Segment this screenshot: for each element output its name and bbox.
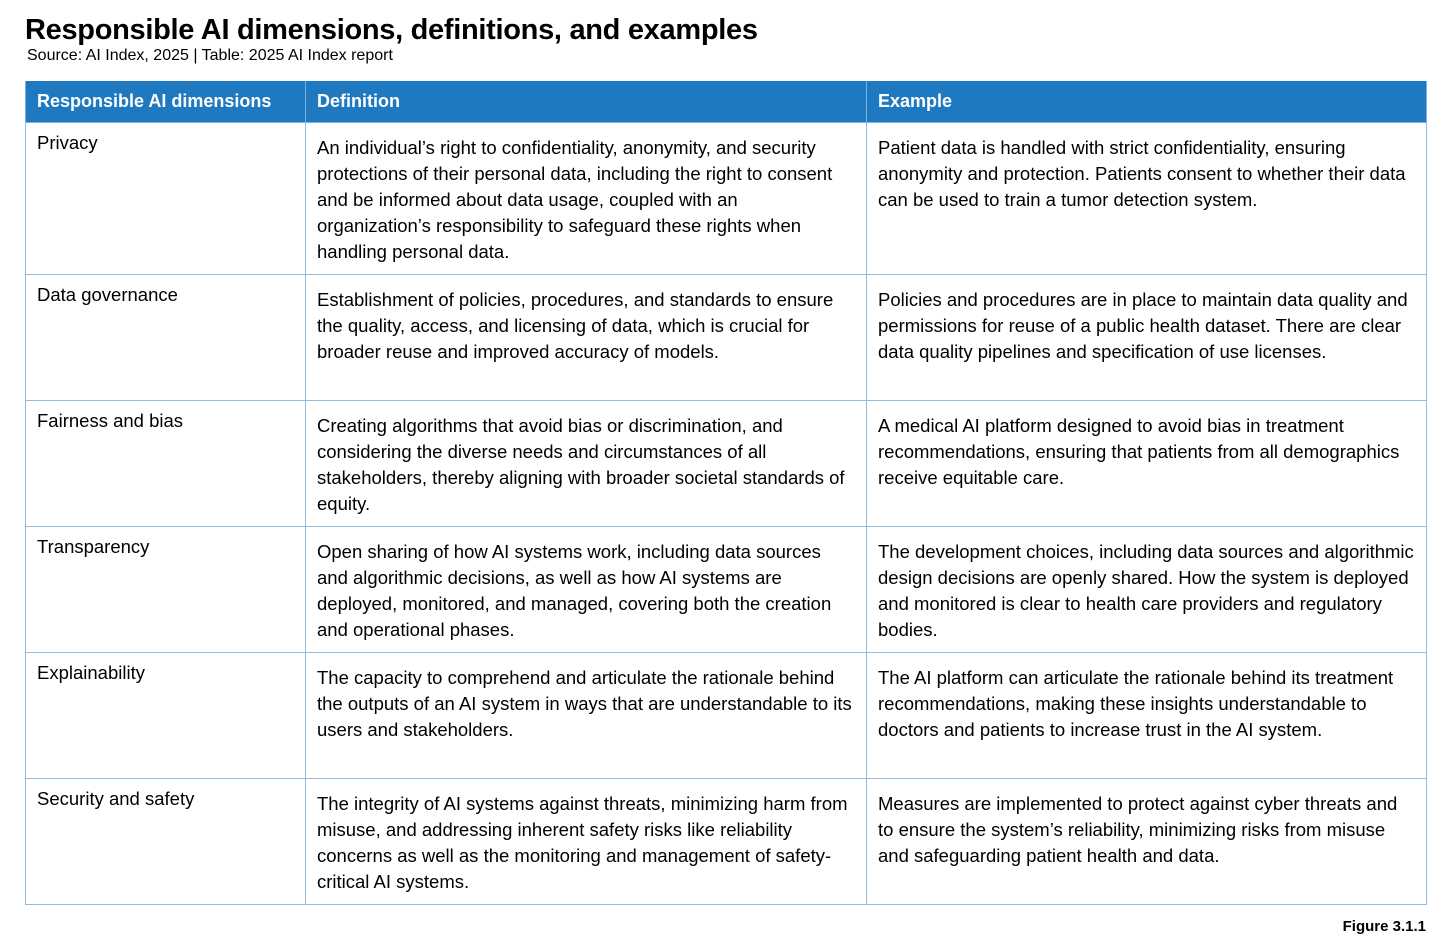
dimension-cell: Transparency bbox=[26, 527, 306, 653]
rai-table-container bbox=[25, 81, 1426, 905]
table-header-row bbox=[26, 81, 1427, 123]
table-row-explainability bbox=[26, 653, 1427, 779]
definition-cell: The capacity to comprehend and articulate the rationale behind the outputs of an AI system in ways that are understandable to its users and stakeholders. bbox=[306, 653, 867, 779]
definition-cell: Creating algorithms that avoid bias or discrimination, and considering the diverse needs and circumstances of all stakeholders, thereby aligning with broader societal standards of equity. bbox=[306, 401, 867, 527]
dimension-cell: Explainability bbox=[26, 653, 306, 779]
example-cell: Policies and procedures are in place to maintain data quality and permissions for reuse of a public health dataset. There are clear data quality pipelines and specification of use licenses. bbox=[867, 275, 1427, 401]
table-row-data-governance bbox=[26, 275, 1427, 401]
source-note: Source: AI Index, 2025 | Table: 2025 AI Index report bbox=[27, 47, 393, 64]
header-definition: Definition bbox=[306, 81, 867, 123]
example-cell: The AI platform can articulate the rationale behind its treatment recommendations, making these insights understandable to doctors and patients to increase trust in the AI system. bbox=[867, 653, 1427, 779]
definition-cell: Establishment of policies, procedures, and standards to ensure the quality, access, and licensing of data, which is crucial for broader reuse and improved accuracy of models. bbox=[306, 275, 867, 401]
example-cell: A medical AI platform designed to avoid bias in treatment recommendations, ensuring that patients from all demographics receive equitable care. bbox=[867, 401, 1427, 527]
header-dimensions: Responsible AI dimensions bbox=[26, 81, 306, 123]
table-row-security-and-safety bbox=[26, 779, 1427, 905]
definition-cell: Open sharing of how AI systems work, including data sources and algorithmic decisions, as well as how AI systems are deployed, monitored, and managed, covering both the creation and operational phases. bbox=[306, 527, 867, 653]
table-row-transparency bbox=[26, 527, 1427, 653]
figure-label: Figure 3.1.1 bbox=[1342, 918, 1426, 935]
dimension-cell: Security and safety bbox=[26, 779, 306, 905]
page-title: Responsible AI dimensions, definitions, and examples bbox=[25, 14, 758, 46]
table-row-privacy bbox=[26, 123, 1427, 275]
definition-cell: The integrity of AI systems against threats, minimizing harm from misuse, and addressing inherent safety risks like reliability concerns as well as the monitoring and management of safety-critical AI systems. bbox=[306, 779, 867, 905]
definition-cell: An individual’s right to confidentiality, anonymity, and security protections of their personal data, including the right to consent and be informed about data usage, coupled with an organization’s responsibility to safeguard these rights when handling personal data. bbox=[306, 123, 867, 275]
example-cell: The development choices, including data sources and algorithmic design decisions are openly shared. How the system is deployed and monitored is clear to health care providers and regulatory bodies. bbox=[867, 527, 1427, 653]
table-row-fairness-and-bias bbox=[26, 401, 1427, 527]
example-cell: Patient data is handled with strict confidentiality, ensuring anonymity and protection. Patients consent to whether their data can be used to train a tumor detection system. bbox=[867, 123, 1427, 275]
dimension-cell: Privacy bbox=[26, 123, 306, 275]
dimension-cell: Fairness and bias bbox=[26, 401, 306, 527]
dimension-cell: Data governance bbox=[26, 275, 306, 401]
header-example: Example bbox=[867, 81, 1427, 123]
rai-dimensions-table bbox=[25, 81, 1427, 905]
example-cell: Measures are implemented to protect against cyber threats and to ensure the system’s reliability, minimizing risks from misuse and safeguarding patient health and data. bbox=[867, 779, 1427, 905]
